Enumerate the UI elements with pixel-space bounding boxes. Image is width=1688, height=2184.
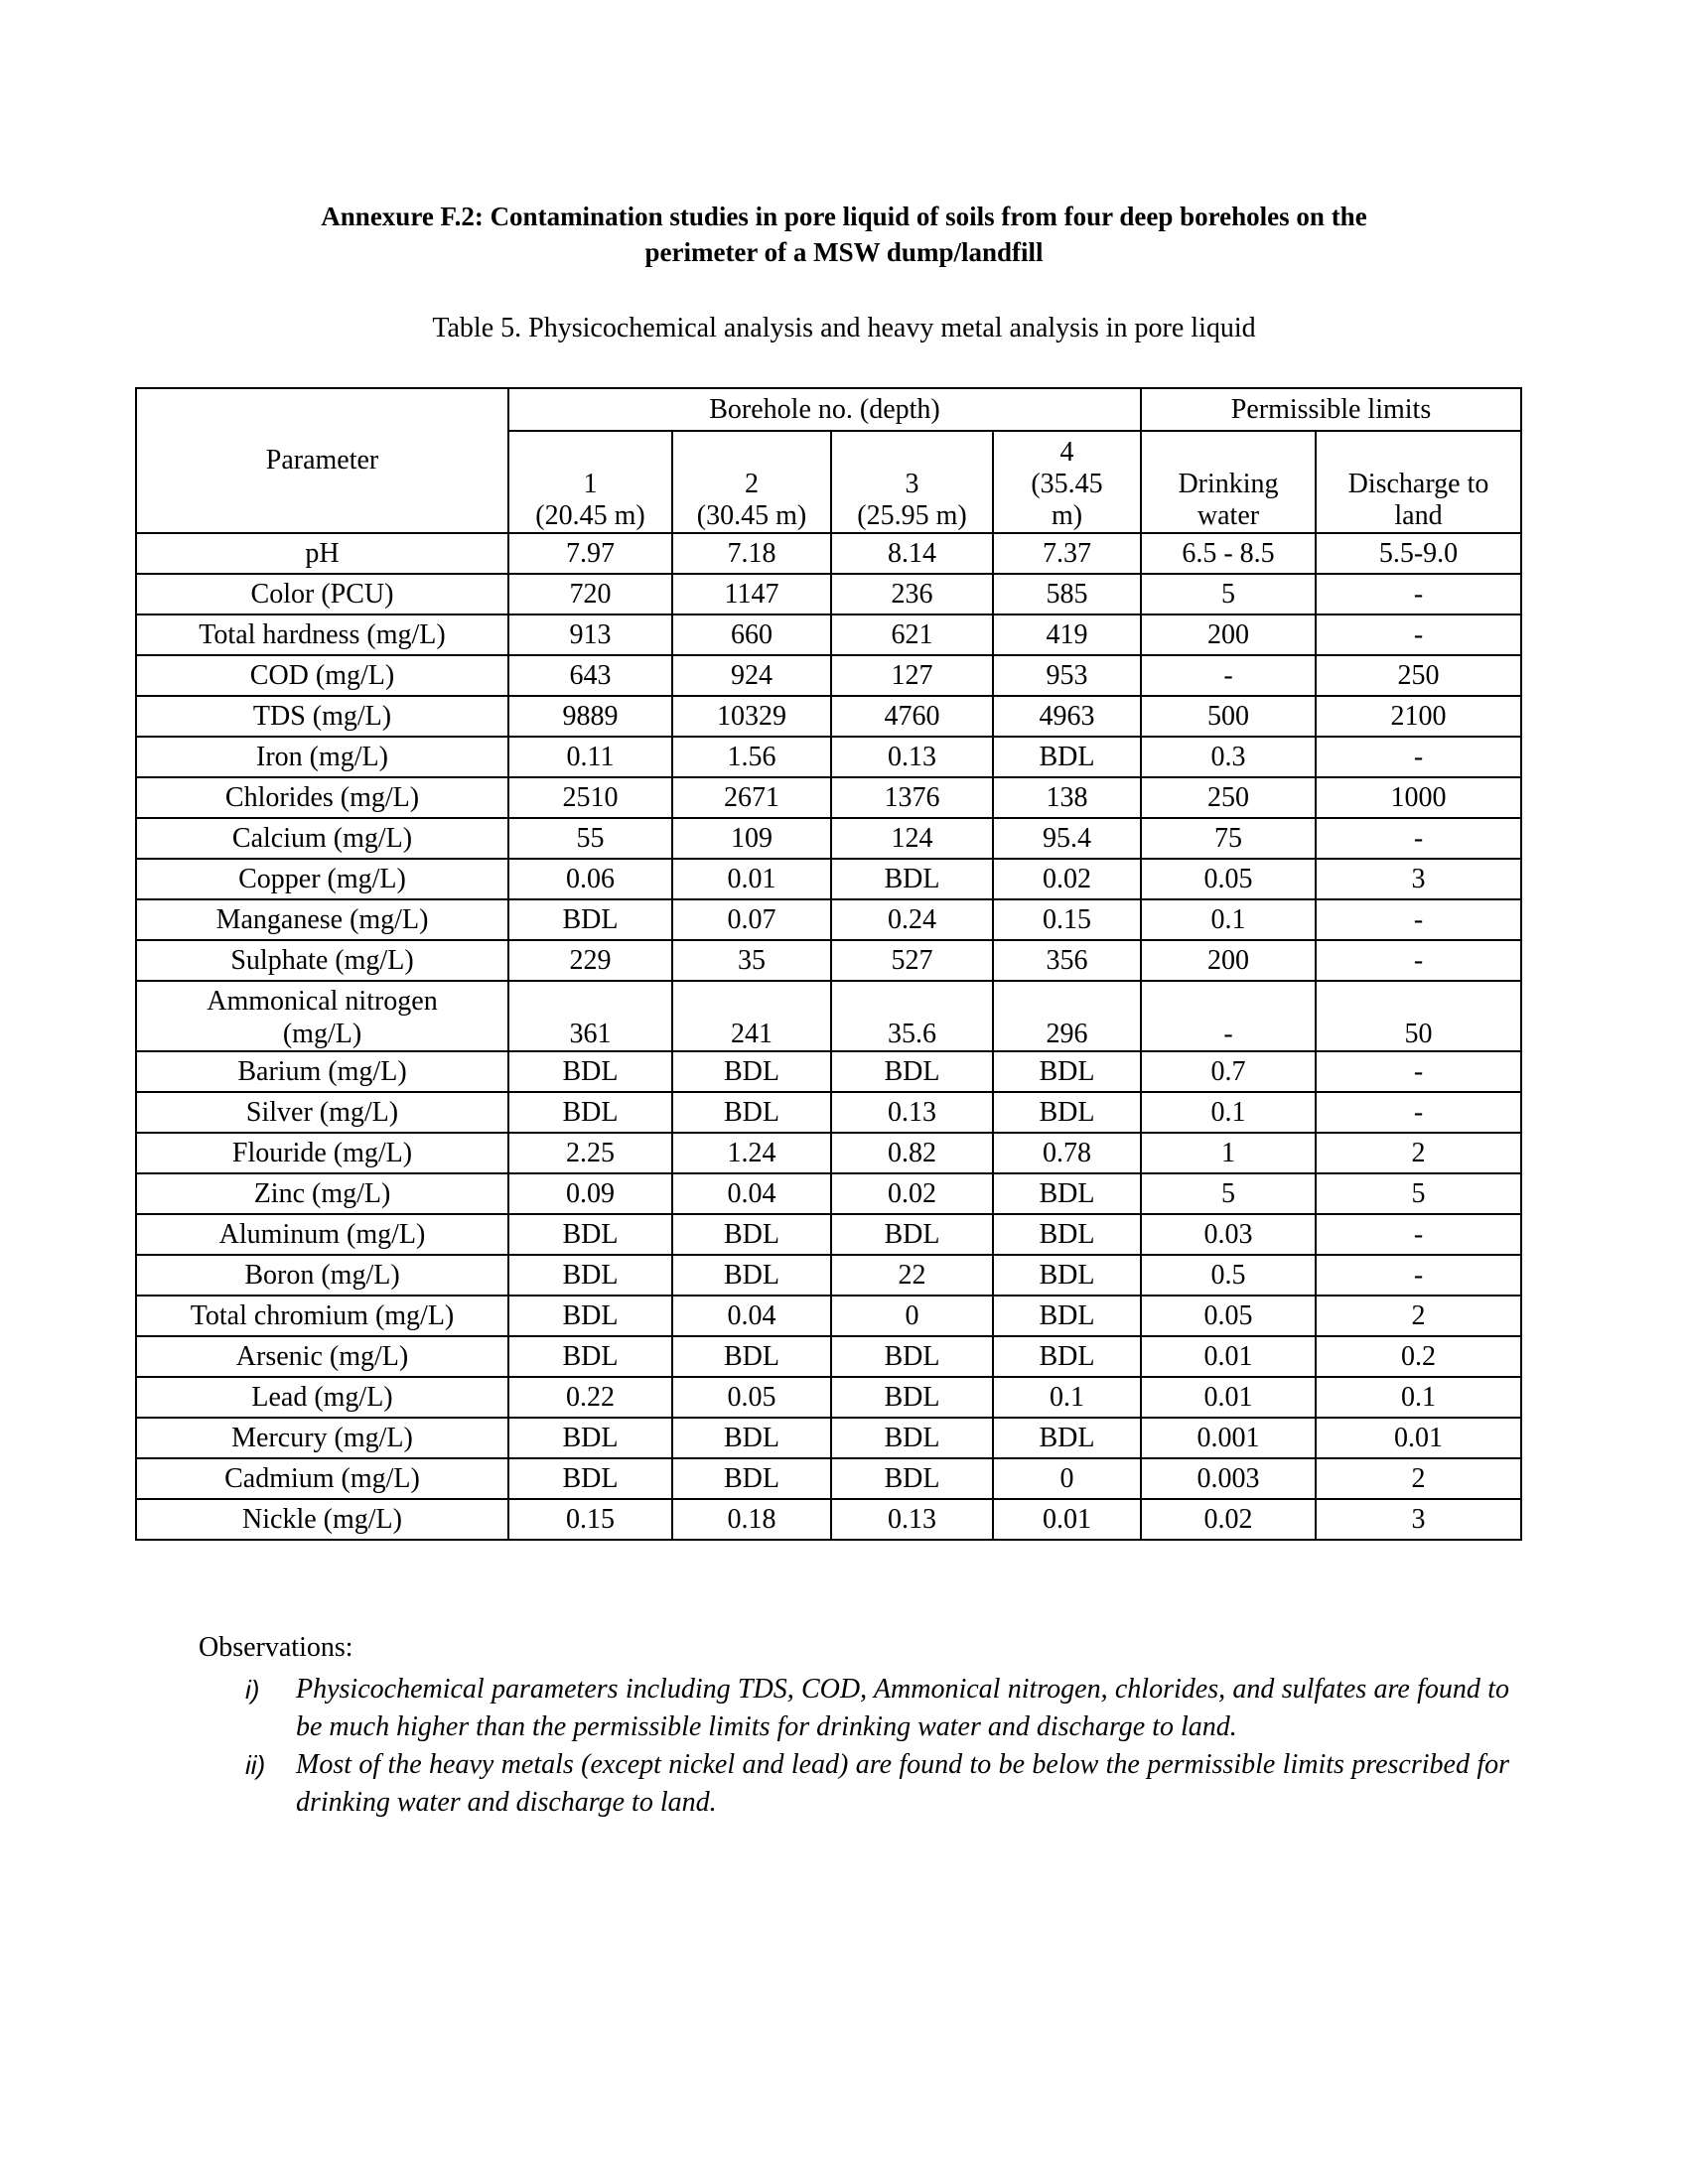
cell-borehole-1: 229 bbox=[508, 940, 672, 981]
table-row bbox=[136, 696, 1521, 737]
cell-discharge-to-land: - bbox=[1316, 818, 1521, 859]
annexure-heading-line2: perimeter of a MSW dump/landfill bbox=[644, 237, 1044, 267]
table-row bbox=[136, 1499, 1521, 1540]
row-parameter: Aluminum (mg/L) bbox=[136, 1214, 508, 1255]
cell-borehole-3: 621 bbox=[831, 614, 993, 655]
cell-discharge-to-land: - bbox=[1316, 1255, 1521, 1296]
borehole-3-depth: (25.95 m) bbox=[857, 500, 967, 531]
observation-marker: i) bbox=[245, 1675, 260, 1705]
borehole-2-number: 2 bbox=[745, 469, 759, 499]
cell-borehole-3: BDL bbox=[831, 1336, 993, 1377]
table-row bbox=[136, 981, 1521, 1051]
cell-borehole-4: 0.15 bbox=[993, 899, 1141, 940]
row-parameter-line1: Ammonical nitrogen bbox=[207, 986, 438, 1017]
table-row bbox=[136, 899, 1521, 940]
cell-borehole-2: BDL bbox=[672, 1418, 831, 1458]
cell-borehole-4: 953 bbox=[993, 655, 1141, 696]
discharge-line2: land bbox=[1394, 500, 1443, 531]
cell-borehole-1: 7.97 bbox=[508, 533, 672, 574]
cell-borehole-3: 236 bbox=[831, 574, 993, 614]
cell-borehole-4: BDL bbox=[993, 1051, 1141, 1092]
cell-borehole-1: 720 bbox=[508, 574, 672, 614]
header-discharge-to-land bbox=[1316, 431, 1521, 533]
row-parameter-line2: (mg/L) bbox=[282, 1019, 362, 1049]
cell-borehole-1: 9889 bbox=[508, 696, 672, 737]
cell-discharge-to-land: 2 bbox=[1316, 1458, 1521, 1499]
cell-discharge-to-land: 5 bbox=[1316, 1173, 1521, 1214]
cell-borehole-2: BDL bbox=[672, 1214, 831, 1255]
cell-discharge-to-land: - bbox=[1316, 899, 1521, 940]
cell-borehole-1: 0.09 bbox=[508, 1173, 672, 1214]
cell-borehole-1: 0.15 bbox=[508, 1499, 672, 1540]
cell-borehole-2: 1.56 bbox=[672, 737, 831, 777]
cell-borehole-1: BDL bbox=[508, 1418, 672, 1458]
cell-borehole-4: 0.01 bbox=[993, 1499, 1141, 1540]
cell-borehole-1: BDL bbox=[508, 1336, 672, 1377]
drinking-water-line1: Drinking bbox=[1178, 469, 1279, 499]
cell-borehole-3: BDL bbox=[831, 1418, 993, 1458]
observation-item bbox=[199, 1746, 1509, 1822]
header-borehole-group: Borehole no. (depth) bbox=[508, 388, 1141, 431]
cell-borehole-2: 1147 bbox=[672, 574, 831, 614]
table-row bbox=[136, 614, 1521, 655]
table-row bbox=[136, 533, 1521, 574]
cell-borehole-2: 0.04 bbox=[672, 1296, 831, 1336]
cell-borehole-4: 4963 bbox=[993, 696, 1141, 737]
cell-discharge-to-land: 5.5-9.0 bbox=[1316, 533, 1521, 574]
table-row bbox=[136, 1377, 1521, 1418]
borehole-3-number: 3 bbox=[905, 469, 919, 499]
cell-drinking-water: 250 bbox=[1141, 777, 1316, 818]
cell-borehole-1: 55 bbox=[508, 818, 672, 859]
cell-discharge-to-land: 250 bbox=[1316, 655, 1521, 696]
row-parameter: Manganese (mg/L) bbox=[136, 899, 508, 940]
cell-borehole-3: 22 bbox=[831, 1255, 993, 1296]
row-parameter: Total hardness (mg/L) bbox=[136, 614, 508, 655]
header-row-groups bbox=[136, 388, 1521, 431]
cell-borehole-1: 0.06 bbox=[508, 859, 672, 899]
cell-drinking-water: 0.01 bbox=[1141, 1377, 1316, 1418]
table-row bbox=[136, 1173, 1521, 1214]
table-row bbox=[136, 574, 1521, 614]
cell-borehole-2: 241 bbox=[672, 981, 831, 1051]
row-parameter: Arsenic (mg/L) bbox=[136, 1336, 508, 1377]
cell-discharge-to-land: - bbox=[1316, 614, 1521, 655]
cell-discharge-to-land: 2100 bbox=[1316, 696, 1521, 737]
header-limits-group: Permissible limits bbox=[1141, 388, 1521, 431]
cell-discharge-to-land: - bbox=[1316, 574, 1521, 614]
row-parameter: COD (mg/L) bbox=[136, 655, 508, 696]
cell-borehole-4: 7.37 bbox=[993, 533, 1141, 574]
cell-borehole-2: 7.18 bbox=[672, 533, 831, 574]
cell-borehole-3: BDL bbox=[831, 1377, 993, 1418]
observation-text: Most of the heavy metals (except nickel and lead) are found to be below the permissible limits prescribed for drinking water and discharge to land. bbox=[296, 1749, 1509, 1818]
cell-discharge-to-land: 2 bbox=[1316, 1296, 1521, 1336]
table-row bbox=[136, 1092, 1521, 1133]
observations-list bbox=[199, 1671, 1509, 1822]
header-borehole-3 bbox=[831, 431, 993, 533]
cell-drinking-water: - bbox=[1141, 981, 1316, 1051]
cell-drinking-water: 0.003 bbox=[1141, 1458, 1316, 1499]
cell-borehole-4: 0.02 bbox=[993, 859, 1141, 899]
drinking-water-line2: water bbox=[1196, 500, 1260, 531]
row-parameter: Boron (mg/L) bbox=[136, 1255, 508, 1296]
cell-borehole-2: BDL bbox=[672, 1255, 831, 1296]
cell-borehole-2: BDL bbox=[672, 1458, 831, 1499]
cell-borehole-4: 0 bbox=[993, 1458, 1141, 1499]
cell-borehole-1: BDL bbox=[508, 1051, 672, 1092]
cell-borehole-2: 1.24 bbox=[672, 1133, 831, 1173]
table-row bbox=[136, 1458, 1521, 1499]
cell-borehole-2: 0.01 bbox=[672, 859, 831, 899]
cell-discharge-to-land: 0.2 bbox=[1316, 1336, 1521, 1377]
cell-borehole-4: 0.1 bbox=[993, 1377, 1141, 1418]
table-row bbox=[136, 940, 1521, 981]
row-parameter: Lead (mg/L) bbox=[136, 1377, 508, 1418]
cell-drinking-water: 0.1 bbox=[1141, 899, 1316, 940]
row-parameter: Zinc (mg/L) bbox=[136, 1173, 508, 1214]
cell-drinking-water: 0.5 bbox=[1141, 1255, 1316, 1296]
cell-borehole-4: BDL bbox=[993, 1255, 1141, 1296]
cell-borehole-4: 0.78 bbox=[993, 1133, 1141, 1173]
cell-borehole-1: 913 bbox=[508, 614, 672, 655]
cell-drinking-water: 0.7 bbox=[1141, 1051, 1316, 1092]
cell-borehole-3: 527 bbox=[831, 940, 993, 981]
cell-borehole-1: 2510 bbox=[508, 777, 672, 818]
header-drinking-water bbox=[1141, 431, 1316, 533]
cell-borehole-3: 0.24 bbox=[831, 899, 993, 940]
cell-discharge-to-land: 50 bbox=[1316, 981, 1521, 1051]
cell-borehole-3: 0.02 bbox=[831, 1173, 993, 1214]
borehole-4-depth-line1: (35.45 bbox=[1031, 469, 1103, 499]
cell-borehole-2: 924 bbox=[672, 655, 831, 696]
cell-borehole-3: 0.13 bbox=[831, 1499, 993, 1540]
pore-liquid-analysis-table bbox=[135, 387, 1522, 1541]
table-row bbox=[136, 655, 1521, 696]
cell-discharge-to-land: 1000 bbox=[1316, 777, 1521, 818]
borehole-2-depth: (30.45 m) bbox=[696, 500, 807, 531]
cell-borehole-1: 2.25 bbox=[508, 1133, 672, 1173]
table-row bbox=[136, 1336, 1521, 1377]
annexure-heading-line1: Annexure F.2: Contamination studies in pore liquid of soils from four deep boreholes on the bbox=[321, 202, 1367, 231]
cell-borehole-1: 0.22 bbox=[508, 1377, 672, 1418]
cell-borehole-3: 1376 bbox=[831, 777, 993, 818]
cell-borehole-3: 0 bbox=[831, 1296, 993, 1336]
cell-borehole-3: 0.13 bbox=[831, 737, 993, 777]
cell-borehole-4: BDL bbox=[993, 1173, 1141, 1214]
cell-borehole-3: BDL bbox=[831, 1458, 993, 1499]
table-row bbox=[136, 1418, 1521, 1458]
borehole-1-depth: (20.45 m) bbox=[535, 500, 645, 531]
cell-borehole-4: 95.4 bbox=[993, 818, 1141, 859]
table-caption: Table 5. Physicochemical analysis and heavy metal analysis in pore liquid bbox=[432, 313, 1256, 343]
row-parameter: TDS (mg/L) bbox=[136, 696, 508, 737]
observation-marker: ii) bbox=[245, 1750, 266, 1780]
cell-drinking-water: 0.05 bbox=[1141, 1296, 1316, 1336]
borehole-1-number: 1 bbox=[583, 469, 598, 499]
row-parameter: Mercury (mg/L) bbox=[136, 1418, 508, 1458]
cell-drinking-water: 1 bbox=[1141, 1133, 1316, 1173]
cell-drinking-water: 5 bbox=[1141, 574, 1316, 614]
cell-drinking-water: 500 bbox=[1141, 696, 1316, 737]
cell-drinking-water: - bbox=[1141, 655, 1316, 696]
cell-borehole-1: BDL bbox=[508, 1214, 672, 1255]
row-parameter: Barium (mg/L) bbox=[136, 1051, 508, 1092]
row-parameter: Silver (mg/L) bbox=[136, 1092, 508, 1133]
table-row bbox=[136, 1051, 1521, 1092]
row-parameter: Copper (mg/L) bbox=[136, 859, 508, 899]
cell-borehole-1: BDL bbox=[508, 1255, 672, 1296]
row-parameter: Calcium (mg/L) bbox=[136, 818, 508, 859]
borehole-4-number: 4 bbox=[1059, 437, 1074, 468]
table-row bbox=[136, 818, 1521, 859]
cell-borehole-3: 124 bbox=[831, 818, 993, 859]
cell-drinking-water: 0.3 bbox=[1141, 737, 1316, 777]
cell-borehole-1: BDL bbox=[508, 1092, 672, 1133]
cell-discharge-to-land: 0.01 bbox=[1316, 1418, 1521, 1458]
cell-discharge-to-land: 3 bbox=[1316, 1499, 1521, 1540]
cell-borehole-3: 0.82 bbox=[831, 1133, 993, 1173]
cell-borehole-4: 356 bbox=[993, 940, 1141, 981]
cell-borehole-2: BDL bbox=[672, 1092, 831, 1133]
cell-borehole-1: BDL bbox=[508, 899, 672, 940]
cell-borehole-3: 0.13 bbox=[831, 1092, 993, 1133]
cell-drinking-water: 5 bbox=[1141, 1173, 1316, 1214]
cell-borehole-2: 0.05 bbox=[672, 1377, 831, 1418]
borehole-4-depth-line2: m) bbox=[1051, 500, 1083, 531]
cell-discharge-to-land: - bbox=[1316, 1214, 1521, 1255]
header-parameter: Parameter bbox=[136, 388, 508, 533]
cell-discharge-to-land: - bbox=[1316, 940, 1521, 981]
cell-borehole-4: BDL bbox=[993, 1214, 1141, 1255]
cell-discharge-to-land: 3 bbox=[1316, 859, 1521, 899]
row-parameter: Iron (mg/L) bbox=[136, 737, 508, 777]
cell-borehole-4: 296 bbox=[993, 981, 1141, 1051]
discharge-line1: Discharge to bbox=[1347, 469, 1489, 499]
row-parameter: Chlorides (mg/L) bbox=[136, 777, 508, 818]
row-parameter: pH bbox=[136, 533, 508, 574]
cell-borehole-4: BDL bbox=[993, 1092, 1141, 1133]
cell-borehole-2: 10329 bbox=[672, 696, 831, 737]
cell-drinking-water: 200 bbox=[1141, 940, 1316, 981]
cell-borehole-1: BDL bbox=[508, 1458, 672, 1499]
cell-borehole-2: 0.04 bbox=[672, 1173, 831, 1214]
cell-drinking-water: 0.001 bbox=[1141, 1418, 1316, 1458]
cell-borehole-2: 35 bbox=[672, 940, 831, 981]
table-row bbox=[136, 1133, 1521, 1173]
cell-borehole-3: 127 bbox=[831, 655, 993, 696]
observation-text: Physicochemical parameters including TDS, COD, Ammonical nitrogen, chlorides, and sulfates are found to be much higher than the permissible limits for drinking water and discharge to land. bbox=[296, 1674, 1509, 1742]
cell-discharge-to-land: 2 bbox=[1316, 1133, 1521, 1173]
row-parameter: Total chromium (mg/L) bbox=[136, 1296, 508, 1336]
cell-borehole-2: 109 bbox=[672, 818, 831, 859]
cell-borehole-3: BDL bbox=[831, 1214, 993, 1255]
cell-borehole-3: 4760 bbox=[831, 696, 993, 737]
cell-discharge-to-land: - bbox=[1316, 1051, 1521, 1092]
cell-borehole-3: BDL bbox=[831, 859, 993, 899]
row-parameter: Nickle (mg/L) bbox=[136, 1499, 508, 1540]
cell-borehole-1: BDL bbox=[508, 1296, 672, 1336]
observations-title: Observations: bbox=[199, 1632, 353, 1663]
row-parameter: Cadmium (mg/L) bbox=[136, 1458, 508, 1499]
cell-drinking-water: 0.1 bbox=[1141, 1092, 1316, 1133]
cell-borehole-4: 419 bbox=[993, 614, 1141, 655]
cell-borehole-3: BDL bbox=[831, 1051, 993, 1092]
cell-drinking-water: 0.01 bbox=[1141, 1336, 1316, 1377]
observation-item bbox=[199, 1671, 1509, 1746]
cell-borehole-1: 643 bbox=[508, 655, 672, 696]
table-body bbox=[136, 533, 1521, 1540]
cell-borehole-4: BDL bbox=[993, 737, 1141, 777]
cell-borehole-3: 8.14 bbox=[831, 533, 993, 574]
cell-discharge-to-land: - bbox=[1316, 737, 1521, 777]
row-parameter: Sulphate (mg/L) bbox=[136, 940, 508, 981]
table-row bbox=[136, 1255, 1521, 1296]
row-parameter: Flouride (mg/L) bbox=[136, 1133, 508, 1173]
cell-borehole-1: 0.11 bbox=[508, 737, 672, 777]
header-borehole-2 bbox=[672, 431, 831, 533]
cell-discharge-to-land: - bbox=[1316, 1092, 1521, 1133]
row-parameter: Color (PCU) bbox=[136, 574, 508, 614]
table-row bbox=[136, 1296, 1521, 1336]
table-row bbox=[136, 737, 1521, 777]
header-borehole-1 bbox=[508, 431, 672, 533]
cell-drinking-water: 75 bbox=[1141, 818, 1316, 859]
cell-borehole-2: 0.07 bbox=[672, 899, 831, 940]
cell-borehole-2: BDL bbox=[672, 1336, 831, 1377]
row-parameter bbox=[136, 981, 508, 1051]
cell-borehole-3: 35.6 bbox=[831, 981, 993, 1051]
cell-borehole-2: BDL bbox=[672, 1051, 831, 1092]
cell-discharge-to-land: 0.1 bbox=[1316, 1377, 1521, 1418]
cell-borehole-2: 2671 bbox=[672, 777, 831, 818]
annexure-heading bbox=[0, 199, 1688, 270]
cell-drinking-water: 200 bbox=[1141, 614, 1316, 655]
cell-borehole-2: 0.18 bbox=[672, 1499, 831, 1540]
cell-borehole-4: 585 bbox=[993, 574, 1141, 614]
table-row bbox=[136, 859, 1521, 899]
cell-borehole-2: 660 bbox=[672, 614, 831, 655]
cell-borehole-1: 361 bbox=[508, 981, 672, 1051]
cell-borehole-4: BDL bbox=[993, 1418, 1141, 1458]
cell-drinking-water: 0.05 bbox=[1141, 859, 1316, 899]
table-row bbox=[136, 1214, 1521, 1255]
cell-drinking-water: 0.03 bbox=[1141, 1214, 1316, 1255]
cell-drinking-water: 6.5 - 8.5 bbox=[1141, 533, 1316, 574]
cell-borehole-4: BDL bbox=[993, 1336, 1141, 1377]
observations-section bbox=[199, 1629, 1509, 1822]
table-row bbox=[136, 777, 1521, 818]
header-borehole-4 bbox=[993, 431, 1141, 533]
cell-drinking-water: 0.02 bbox=[1141, 1499, 1316, 1540]
cell-borehole-4: 138 bbox=[993, 777, 1141, 818]
cell-borehole-4: BDL bbox=[993, 1296, 1141, 1336]
